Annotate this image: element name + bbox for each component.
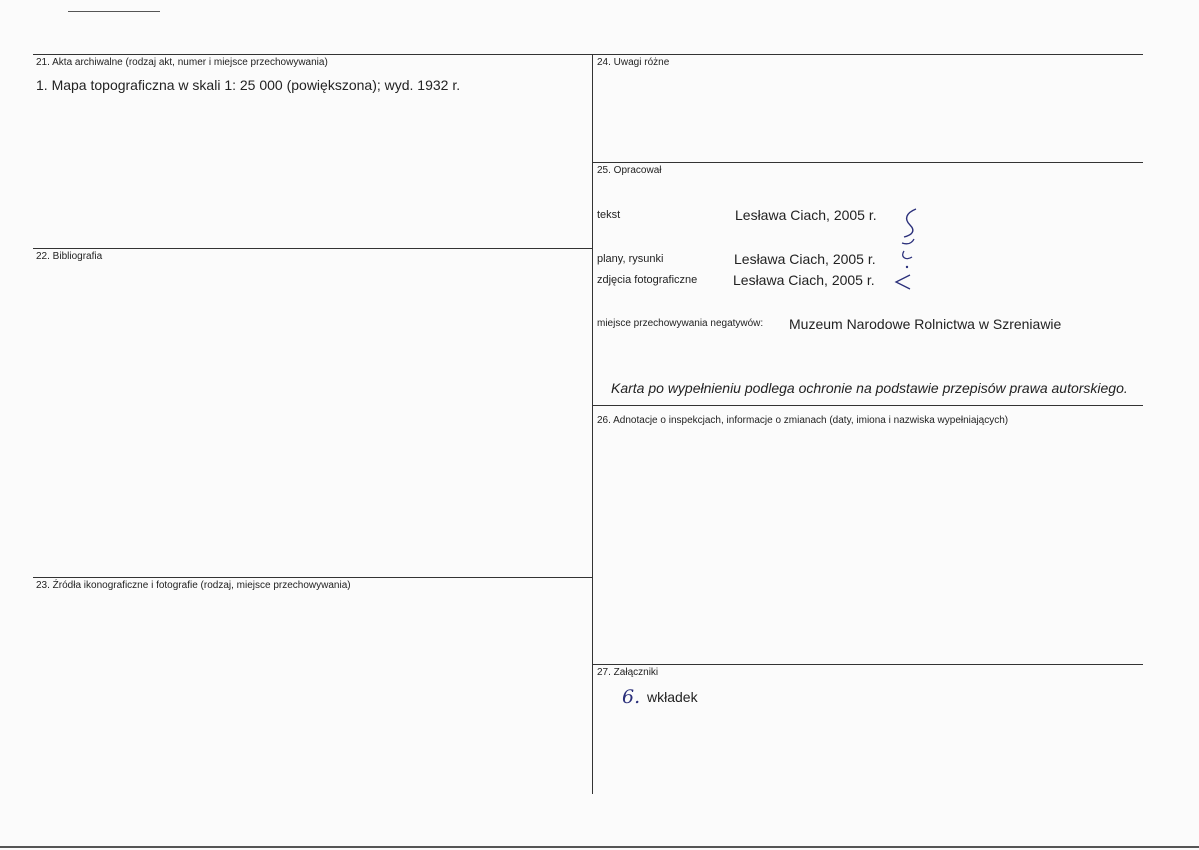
section-21-label: 21. Akta archiwalne (rodzaj akt, numer i miejsce przechowywania) <box>36 57 328 68</box>
negatives-location-label: miejsce przechowywania negatywów: <box>597 318 764 329</box>
section-23-label: 23. Źródła ikonograficzne i fotografie (rodzaj, miejsce przechowywania) <box>36 580 351 591</box>
divider-s22 <box>33 248 593 249</box>
archival-records-entry: 1. Mapa topograficzna w skali 1: 25 000 (powiększona); wyd. 1932 r. <box>36 77 461 93</box>
divider-s26 <box>592 405 1143 406</box>
author-row-label-plans: plany, rysunki <box>597 253 664 265</box>
divider-s24 <box>592 54 1143 55</box>
section-24-label: 24. Uwagi różne <box>597 57 670 68</box>
attachments-word: wkładek <box>647 689 698 705</box>
author-row-label-text: tekst <box>597 209 621 221</box>
section-27-label: 27. Załączniki <box>597 667 659 678</box>
divider-s23 <box>33 577 593 578</box>
section-26-label: 26. Adnotacje o inspekcjach, informacje o zmianach (daty, imiona i nazwiska wypełniających) <box>597 415 1009 426</box>
column-divider <box>592 54 593 794</box>
copyright-note: Karta po wypełnieniu podlega ochronie na podstawie przepisów prawa autorskiego. <box>611 380 1128 396</box>
divider-s21 <box>33 54 593 55</box>
author-row-label-photos: zdjęcia fotograficzne <box>597 274 698 286</box>
bottom-edge-line <box>0 846 1199 848</box>
handwritten-signature <box>888 205 928 295</box>
negatives-location-value: Muzeum Narodowe Rolnictwa w Szreniawie <box>789 316 1062 332</box>
author-row-value-plans: Lesława Ciach, 2005 r. <box>734 251 876 267</box>
attachments-count-handwritten: 6. <box>622 686 641 708</box>
author-row-value-text: Lesława Ciach, 2005 r. <box>735 207 877 223</box>
author-row-value-photos: Lesława Ciach, 2005 r. <box>733 272 875 288</box>
section-25-label: 25. Opracował <box>597 165 662 176</box>
top-edge-line <box>68 11 160 12</box>
section-22-label: 22. Bibliografia <box>36 251 103 262</box>
divider-s25 <box>592 162 1143 163</box>
divider-s27 <box>592 664 1143 665</box>
